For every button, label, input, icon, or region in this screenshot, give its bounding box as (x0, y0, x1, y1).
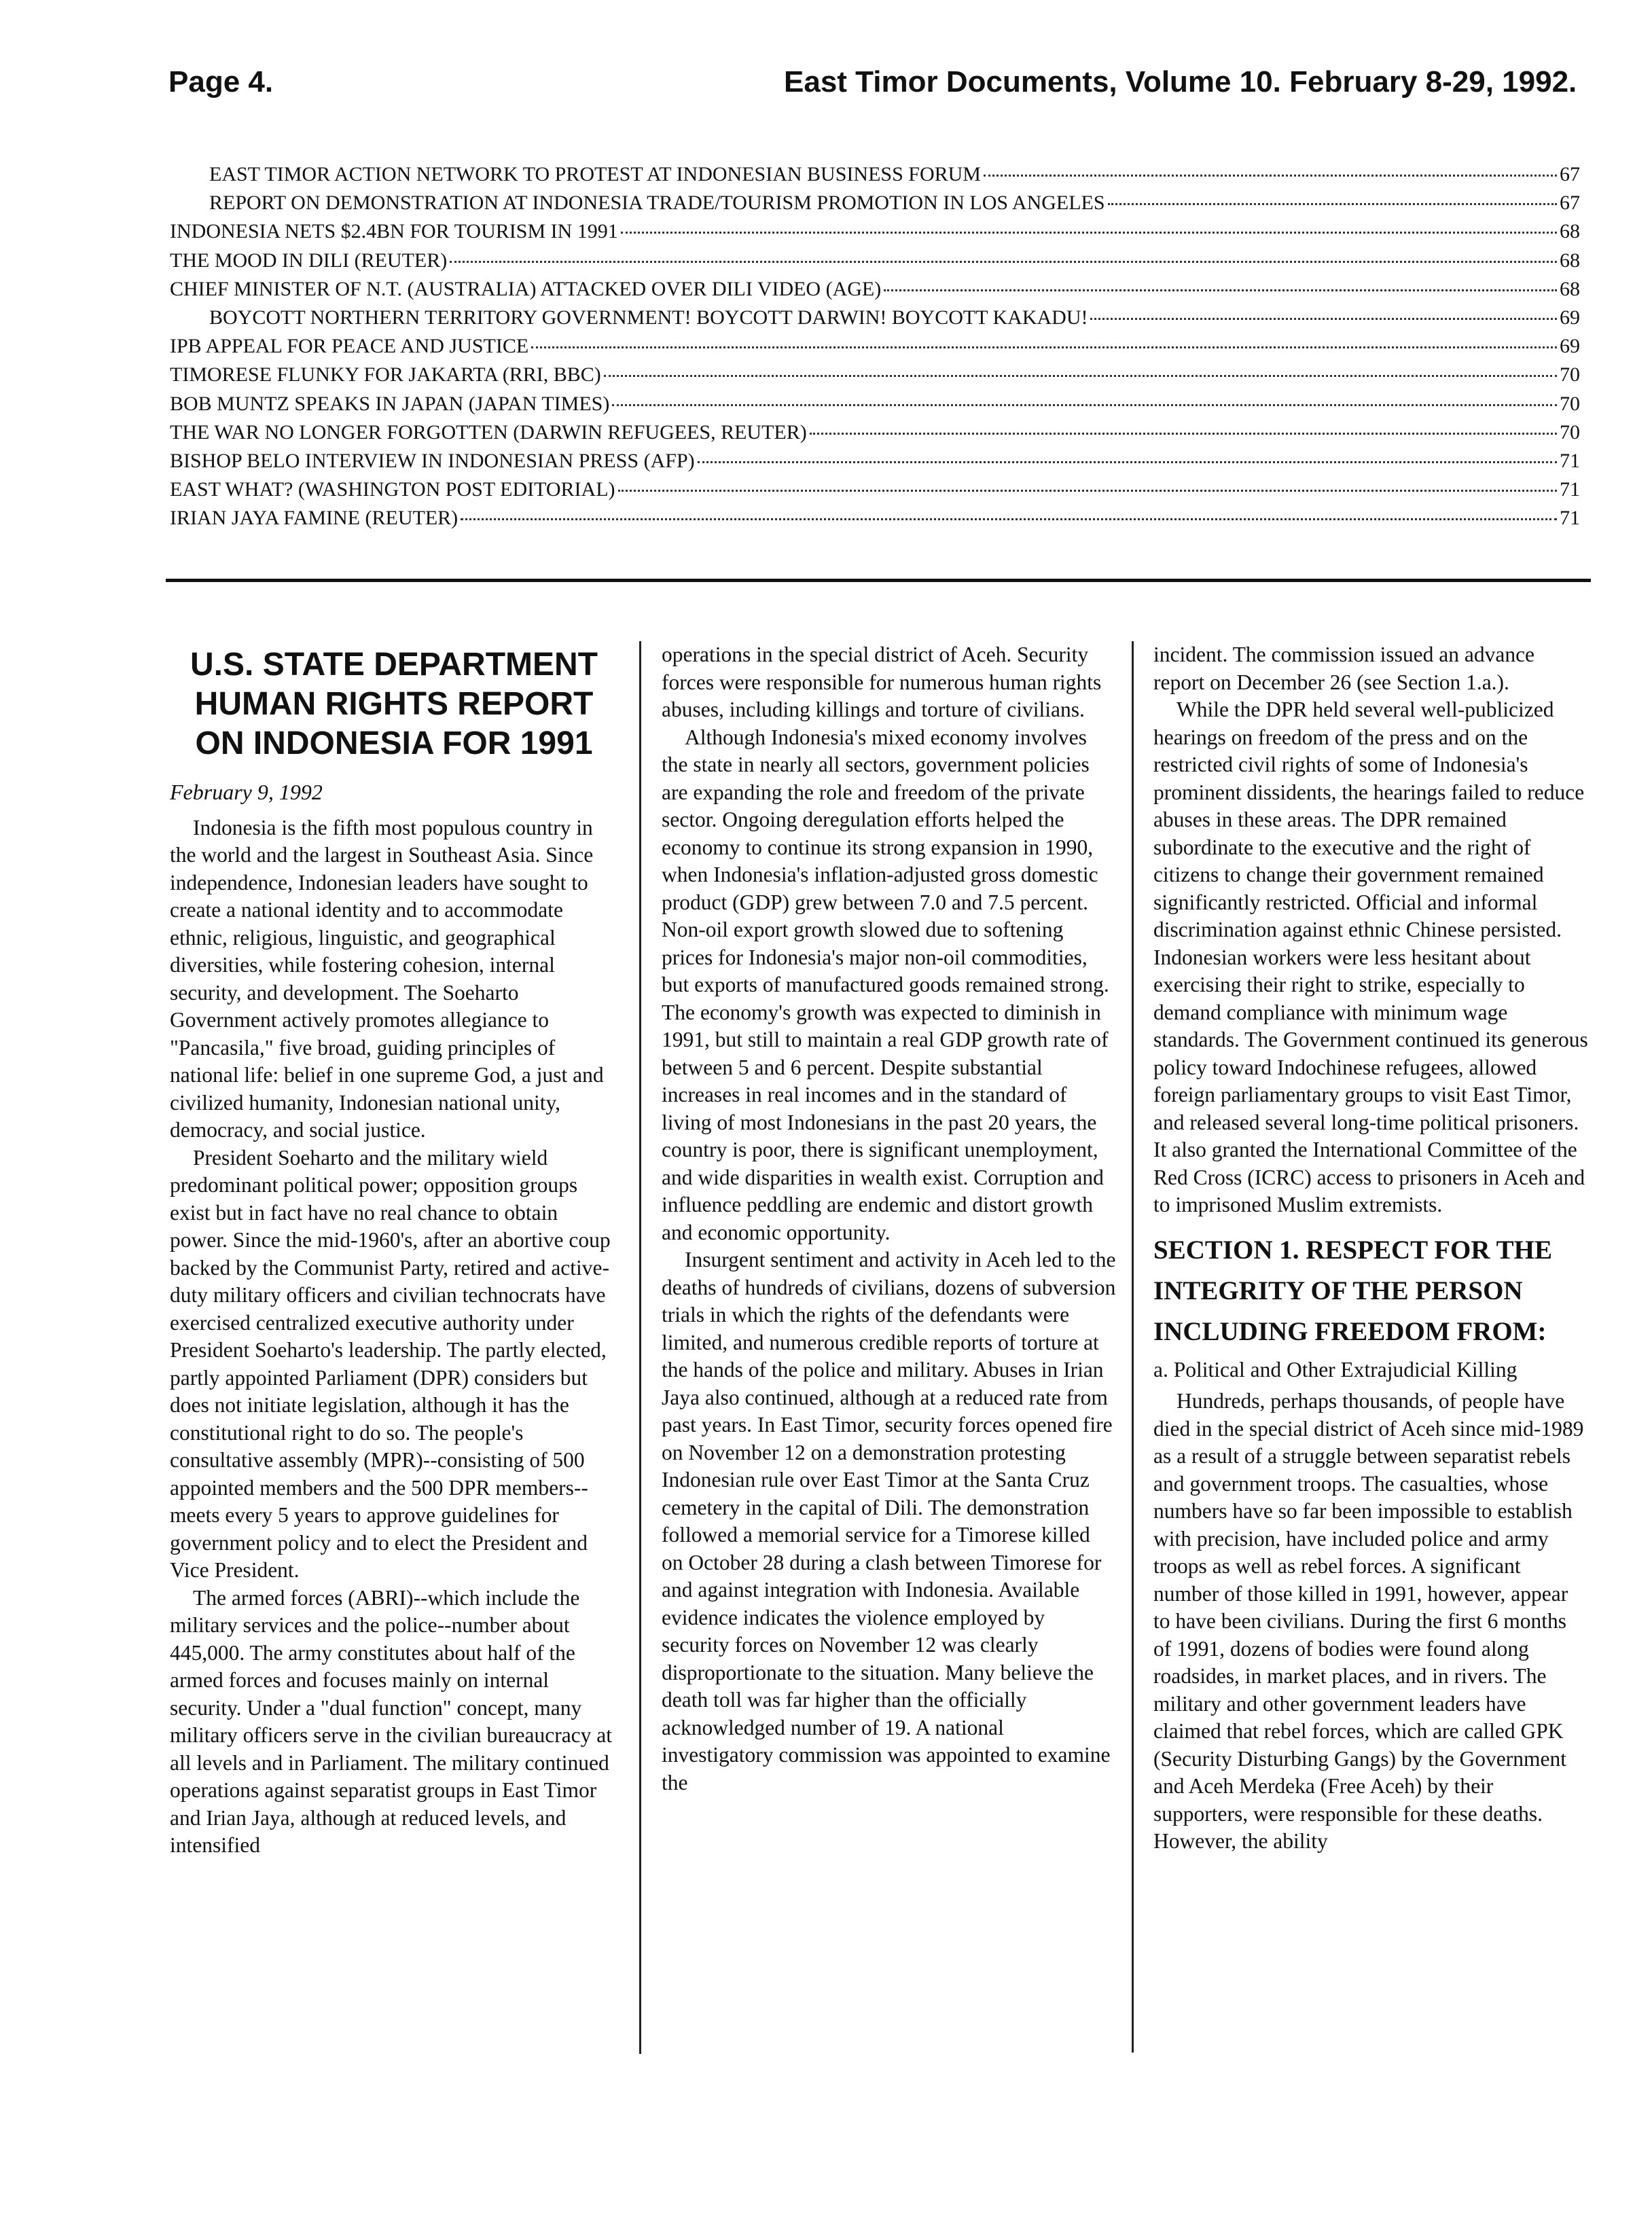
article-column-2 (662, 641, 1117, 1796)
paragraph: Insurgent sentiment and activity in Aceh led to the deaths of hundreds of civilians, dozens of subversion trials in which the rights of the defendants were limited, and numerous credible reports of torture at the hands of the police and military. Abuses in Irian Jaya also continued, although at a reduced rate from past years. In East Timor, security forces opened fire on November 12 on a demonstration protesting Indonesian rule over East Timor at the Santa Cruz cemetery in the capital of Dili. The demonstration followed a memorial service for a Timorese killed on October 28 during a clash between Timorese for and against integration with Indonesia. Available evidence indicates the violence employed by security forces on November 12 was clearly disproportionate to the situation. Many believe the death toll was far higher than the officially acknowledged number of 19. A national investigatory commission was appointed to examine the (662, 1248, 1116, 1794)
toc-entry (170, 275, 1580, 304)
paragraph: President Soeharto and the military wield predominant political power; opposition groups exist but in fact have no real chance to obtain power. Since the mid-1960's, after an abortive coup backed by the Communist Party, retired and active-duty military officers and civilian technocrats have exercised centralized executive authority under President Soeharto's leadership. The partly elected, partly appointed Parliament (DPR) considers but does not initiate legislation, although it has the constitutional right to do so. The people's consultative assembly (MPR)--consisting of 500 appointed members and the 500 DPR members--meets every 5 years to approve guidelines for government policy and to elect the President and Vice President. (170, 1145, 611, 1582)
section-heading: SECTION 1. RESPECT FOR THE INTEGRITY OF THE PERSON INCLUDING FREEDOM FROM: (1153, 1235, 1552, 1346)
toc-entry-page: 71 (1560, 507, 1580, 530)
toc-entry-title: TIMORESE FLUNKY FOR JAKARTA (RRI, BBC) (170, 363, 601, 386)
toc-entry-title: IRIAN JAYA FAMINE (REUTER) (170, 507, 459, 530)
toc-entry-title: BOYCOTT NORTHERN TERRITORY GOVERNMENT! BOYCOTT DARWIN! BOYCOTT KAKADU! (209, 306, 1088, 329)
toc-entry (170, 361, 1580, 389)
toc-entry (170, 247, 1580, 275)
toc-entry-page: 70 (1560, 420, 1580, 444)
paragraph: operations in the special district of Aceh. Security forces were responsible for numerous human rights abuses, including killings and torture of civilians. (662, 643, 1102, 721)
toc-entry-page: 69 (1560, 335, 1580, 358)
toc-entry-page: 71 (1560, 450, 1580, 473)
toc-entry (170, 390, 1580, 418)
toc-entry-page: 67 (1560, 163, 1580, 185)
toc-entry-page: 70 (1560, 363, 1580, 386)
toc-entry (170, 189, 1580, 217)
toc-entry-title: INDONESIA NETS $2.4BN FOR TOURISM IN 1991 (170, 220, 618, 243)
toc-leader-dots (810, 433, 1557, 435)
toc-leader-dots (618, 490, 1557, 492)
article-title: U.S. STATE DEPARTMENT HUMAN RIGHTS REPORT ON INDONESIA FOR 1991 (190, 647, 598, 761)
toc-entry-page: 70 (1560, 392, 1580, 415)
toc-leader-dots (698, 461, 1557, 463)
toc-entry-page: 68 (1560, 249, 1580, 272)
toc-leader-dots (884, 289, 1557, 291)
paragraph: The armed forces (ABRI)--which include the military services and the police--number about 445,000. The army constitutes about half of the armed forces and focuses mainly on internal security. Under a "dual function" concept, many military officers serve in the civilian bureaucracy at all levels and in Parliament. The military continued operations against separatist groups in East Timor and Irian Jaya, although at reduced levels, and intensified (170, 1585, 613, 1857)
toc-entry-page: 69 (1560, 306, 1580, 329)
paragraph: While the DPR held several well-publicized hearings on freedom of the press and on the restricted civil rights of some of Indonesia's prominent dissidents, the hearings failed to reduce abuses in these areas. The DPR remained subordinate to the executive and the right of citizens to change their government remained significantly restricted. Official and informal discrimination against ethnic Chinese persisted. Indonesian workers were less hesitant about exercising their right to strike, especially to demand compliance with minimum wage standards. The Government continued its generous policy toward Indochinese refugees, allowed foreign parliamentary groups to visit East Timor, and released several long-time political prisoners. It also granted the International Committee of the Red Cross (ICRC) access to prisoners in Aceh and to imprisoned Muslim extremists. (1153, 698, 1588, 1216)
column-divider (1132, 641, 1134, 2053)
toc-entry-page: 71 (1560, 478, 1580, 501)
toc-leader-dots (1090, 318, 1557, 320)
toc-entry-title: EAST TIMOR ACTION NETWORK TO PROTEST AT INDONESIAN BUSINESS FORUM (209, 163, 981, 185)
toc-entry-title: BISHOP BELO INTERVIEW IN INDONESIAN PRESS (AFP) (170, 450, 695, 473)
column-divider (639, 641, 641, 2054)
paragraph: incident. The commission issued an advance report on December 26 (see Section 1.a.). (1153, 643, 1535, 694)
toc-leader-dots (461, 518, 1557, 520)
toc-leader-dots (1108, 203, 1557, 205)
subsection-heading: a. Political and Other Extrajudicial Killing (1153, 1357, 1518, 1382)
toc-entry-title: REPORT ON DEMONSTRATION AT INDONESIA TRADE/TOURISM PROMOTION IN LOS ANGELES (209, 192, 1105, 215)
toc-leader-dots (984, 175, 1557, 177)
toc-entry-title: THE MOOD IN DILI (REUTER) (170, 249, 448, 272)
toc-entry-title: BOB MUNTZ SPEAKS IN JAPAN (JAPAN TIMES) (170, 392, 610, 415)
horizontal-rule (166, 579, 1591, 582)
toc-entry (170, 447, 1580, 475)
toc-entry (170, 160, 1580, 189)
toc-entry (170, 332, 1580, 361)
article-date: February 9, 1992 (170, 780, 323, 804)
toc-entry-page: 68 (1560, 220, 1580, 243)
toc-entry (170, 217, 1580, 246)
table-of-contents (170, 160, 1580, 533)
publication-title: East Timor Documents, Volume 10. February 8-29, 1992. (784, 65, 1577, 98)
toc-entry (170, 475, 1580, 504)
toc-leader-dots (604, 375, 1557, 377)
toc-leader-dots (621, 232, 1557, 234)
toc-entry-title: THE WAR NO LONGER FORGOTTEN (DARWIN REFUGEES, REUTER) (170, 420, 807, 444)
paragraph: Although Indonesia's mixed economy involves the state in nearly all sectors, government policies are expanding the role and freedom of the private sector. Ongoing deregulation efforts helped the economy to continue its strong expansion in 1990, when Indonesia's inflation-adjusted gross domestic product (GDP) grew between 7.0 and 7.5 percent. Non-oil export growth slowed due to softening prices for Indonesia's major non-oil commodities, but exports of manufactured goods remained strong. The economy's growth was expected to diminish in 1991, but still to maintain a real GDP growth rate of between 5 and 6 percent. Despite substantial increases in real incomes and in the standard of living of most Indonesians in the past 20 years, the country is poor, there is significant unemployment, and wide disparities in wealth exist. Corruption and influence peddling are endemic and distort growth and economic opportunity. (662, 725, 1109, 1244)
article-column-1 (170, 645, 618, 1860)
page-number: Page 4. (168, 65, 274, 98)
toc-entry-title: EAST WHAT? (WASHINGTON POST EDITORIAL) (170, 478, 615, 501)
paragraph: Hundreds, perhaps thousands, of people have died in the special district of Aceh since mid-1989 as a result of a struggle between separatist rebels and government troops. The casualties, whose numbers have so far been impossible to establish with precision, have included police and army troops as well as rebel forces. A significant number of those killed in 1991, however, appear to have been civilians. During the first 6 months of 1991, dozens of bodies were found along roadsides, in market places, and in rivers. The military and other government leaders have claimed that rebel forces, which are called GPK (Security Disturbing Gangs) by the Government and Aceh Merdeka (Free Aceh) by their supporters, were responsible for these deaths. However, the ability (1153, 1389, 1584, 1853)
article-column-3 (1153, 641, 1588, 1856)
toc-entry-page: 67 (1560, 192, 1580, 215)
toc-leader-dots (450, 261, 1557, 263)
toc-entry (170, 504, 1580, 532)
toc-leader-dots (612, 404, 1557, 406)
paragraph: Indonesia is the fifth most populous country in the world and the largest in Southeast Asia. Since independence, Indonesian leaders have sought to create a national identity and to accommodate ethnic, religious, linguistic, and geographical diversities, while fostering cohesion, internal security, and development. The Soeharto Government actively promotes allegiance to "Pancasila," five broad, guiding principles of national life: belief in one supreme God, a just and civilized humanity, Indonesian national unity, democracy, and social justice. (170, 815, 604, 1142)
toc-entry (170, 418, 1580, 447)
toc-entry (170, 304, 1580, 332)
toc-entry-title: CHIEF MINISTER OF N.T. (AUSTRALIA) ATTACKED OVER DILI VIDEO (AGE) (170, 277, 882, 300)
toc-entry-title: IPB APPEAL FOR PEACE AND JUSTICE (170, 335, 529, 358)
toc-leader-dots (531, 346, 1557, 348)
toc-entry-page: 68 (1560, 277, 1580, 300)
